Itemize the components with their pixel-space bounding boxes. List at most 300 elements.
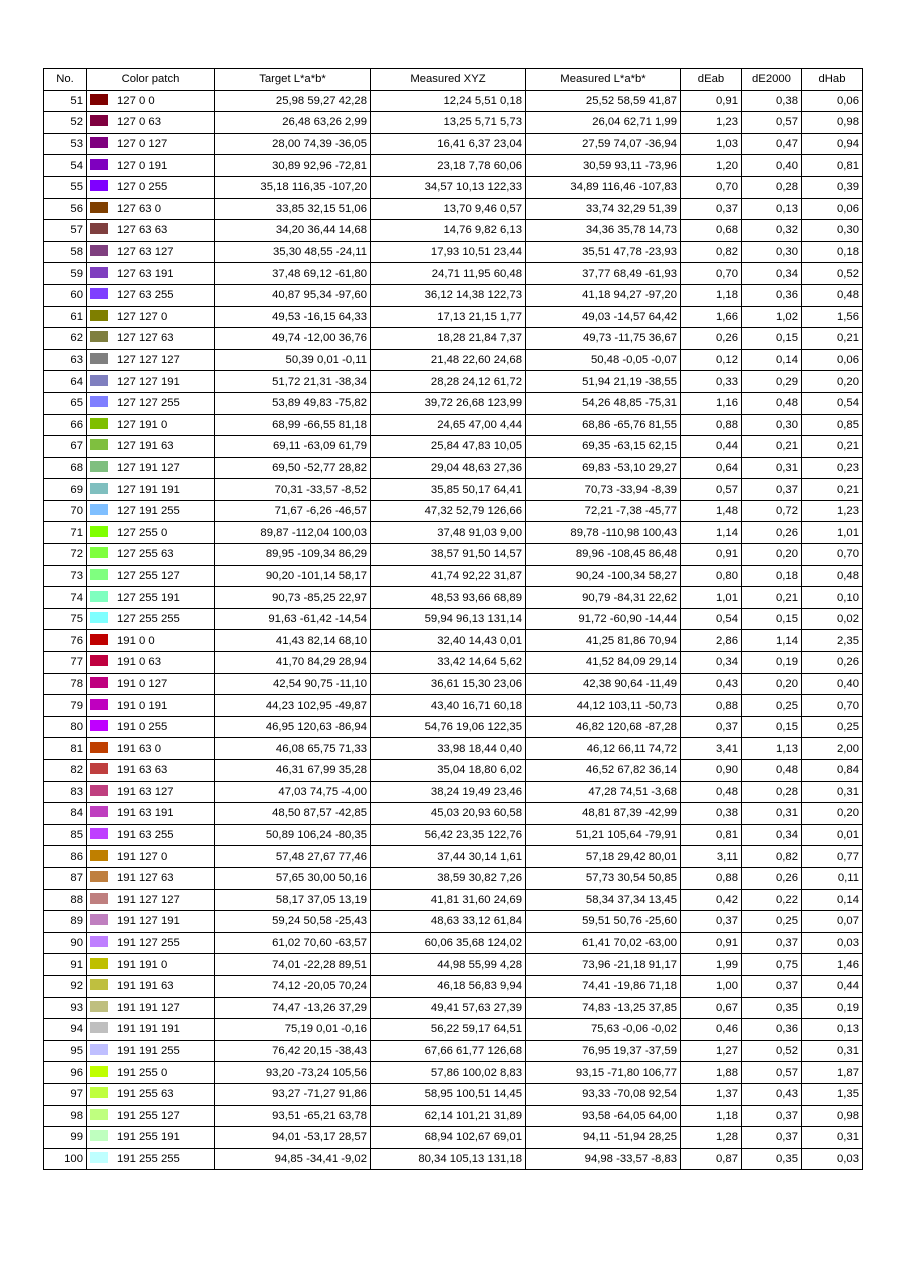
row-number: 71 [44,522,87,544]
target-lab: 91,63 -61,42 -14,54 [215,608,371,630]
measured-xyz: 44,98 55,99 4,28 [371,954,526,976]
de2000-value: 1,14 [742,630,802,652]
color-patch-cell [87,630,215,652]
de2000-value: 0,32 [742,220,802,242]
measured-lab: 70,73 -33,94 -8,39 [526,479,681,501]
measured-xyz: 13,25 5,71 5,73 [371,112,526,134]
deab-value: 0,37 [681,198,742,220]
measured-xyz: 25,84 47,83 10,05 [371,436,526,458]
dhab-value: 0,31 [802,1040,863,1062]
target-lab: 35,30 48,55 -24,11 [215,241,371,263]
dhab-value: 1,87 [802,1062,863,1084]
target-lab: 28,00 74,39 -36,05 [215,133,371,155]
color-patch-rgb: 191 63 255 [117,829,174,842]
measured-xyz: 54,76 19,06 122,35 [371,716,526,738]
target-lab: 53,89 49,83 -75,82 [215,392,371,414]
deab-value: 0,90 [681,760,742,782]
color-swatch [90,893,108,904]
color-swatch [90,591,108,602]
color-patch-rgb: 127 63 191 [117,267,174,280]
row-number: 59 [44,263,87,285]
row-number: 81 [44,738,87,760]
de2000-value: 0,52 [742,1040,802,1062]
de2000-value: 0,21 [742,436,802,458]
deab-value: 0,37 [681,716,742,738]
target-lab: 94,85 -34,41 -9,02 [215,1148,371,1170]
measured-lab: 72,21 -7,38 -45,77 [526,500,681,522]
dhab-value: 0,21 [802,479,863,501]
color-patch-cell [87,457,215,479]
color-patch-cell [87,328,215,350]
color-swatch [90,94,108,105]
color-patch-rgb: 127 0 63 [117,116,161,129]
dhab-value: 0,98 [802,1105,863,1127]
deab-value: 0,26 [681,328,742,350]
color-patch-rgb: 191 127 255 [117,937,180,950]
row-number: 86 [44,846,87,868]
color-patch-cell [87,889,215,911]
table-row [44,436,863,458]
table-row [44,241,863,263]
measured-lab: 76,95 19,37 -37,59 [526,1040,681,1062]
dhab-value: 0,25 [802,716,863,738]
deab-value: 0,64 [681,457,742,479]
target-lab: 49,74 -12,00 36,76 [215,328,371,350]
color-patch-rgb: 127 255 127 [117,569,180,582]
measured-xyz: 37,44 30,14 1,61 [371,846,526,868]
color-patch-rgb: 191 0 255 [117,721,168,734]
color-swatch [90,439,108,450]
measured-xyz: 56,42 23,35 122,76 [371,824,526,846]
measured-xyz: 33,98 18,44 0,40 [371,738,526,760]
measured-xyz: 32,40 14,43 0,01 [371,630,526,652]
target-lab: 94,01 -53,17 28,57 [215,1127,371,1149]
deab-value: 1,18 [681,284,742,306]
target-lab: 41,70 84,29 28,94 [215,652,371,674]
target-lab: 49,53 -16,15 64,33 [215,306,371,328]
color-swatch [90,1044,108,1055]
measured-xyz: 34,57 10,13 122,33 [371,176,526,198]
color-patch-cell [87,1019,215,1041]
target-lab: 59,24 50,58 -25,43 [215,911,371,933]
color-patch-cell [87,1105,215,1127]
color-swatch [90,1022,108,1033]
row-number: 89 [44,911,87,933]
target-lab: 93,20 -73,24 105,56 [215,1062,371,1084]
de2000-value: 0,48 [742,392,802,414]
measured-lab: 30,59 93,11 -73,96 [526,155,681,177]
dhab-value: 0,48 [802,284,863,306]
color-patch-rgb: 127 127 63 [117,332,174,345]
header-de2000: dE2000 [742,69,802,91]
color-patch-cell [87,392,215,414]
table-row [44,608,863,630]
measured-xyz: 49,41 57,63 27,39 [371,997,526,1019]
dhab-value: 0,39 [802,176,863,198]
deab-value: 0,38 [681,803,742,825]
de2000-value: 0,35 [742,997,802,1019]
de2000-value: 0,20 [742,544,802,566]
measured-lab: 69,83 -53,10 29,27 [526,457,681,479]
dhab-value: 0,70 [802,544,863,566]
color-patch-cell [87,1040,215,1062]
table-row [44,263,863,285]
dhab-value: 0,31 [802,1127,863,1149]
dhab-value: 0,01 [802,824,863,846]
de2000-value: 0,15 [742,608,802,630]
row-number: 91 [44,954,87,976]
color-patch-rgb: 191 0 0 [117,634,155,647]
row-number: 84 [44,803,87,825]
measured-lab: 48,81 87,39 -42,99 [526,803,681,825]
color-swatch [90,159,108,170]
dhab-value: 0,06 [802,90,863,112]
table-row [44,889,863,911]
dhab-value: 0,48 [802,565,863,587]
deab-value: 0,91 [681,90,742,112]
measured-xyz: 35,85 50,17 64,41 [371,479,526,501]
table-row [44,1127,863,1149]
table-row [44,220,863,242]
color-patch-cell [87,133,215,155]
table-row [44,695,863,717]
table-row [44,673,863,695]
color-patch-cell [87,846,215,868]
color-patch-cell [87,306,215,328]
measured-lab: 41,18 94,27 -97,20 [526,284,681,306]
color-swatch [90,375,108,386]
color-patch-rgb: 127 191 191 [117,483,180,496]
color-patch-cell [87,241,215,263]
dhab-value: 0,18 [802,241,863,263]
table-row [44,198,863,220]
dhab-value: 0,13 [802,1019,863,1041]
color-patch-cell [87,781,215,803]
row-number: 51 [44,90,87,112]
table-row [44,824,863,846]
row-number: 54 [44,155,87,177]
de2000-value: 0,38 [742,90,802,112]
dhab-value: 2,35 [802,630,863,652]
color-patch-rgb: 127 255 63 [117,548,174,561]
measured-xyz: 38,57 91,50 14,57 [371,544,526,566]
measured-lab: 46,82 120,68 -87,28 [526,716,681,738]
measured-xyz: 18,28 21,84 7,37 [371,328,526,350]
target-lab: 44,23 102,95 -49,87 [215,695,371,717]
deab-value: 0,67 [681,997,742,1019]
color-swatch [90,785,108,796]
measured-lab: 47,28 74,51 -3,68 [526,781,681,803]
color-patch-rgb: 127 0 255 [117,181,168,194]
target-lab: 74,01 -22,28 89,51 [215,954,371,976]
color-swatch [90,418,108,429]
target-lab: 46,31 67,99 35,28 [215,760,371,782]
color-patch-rgb: 191 191 0 [117,958,168,971]
measured-lab: 75,63 -0,06 -0,02 [526,1019,681,1041]
row-number: 97 [44,1083,87,1105]
dhab-value: 0,31 [802,781,863,803]
color-swatch [90,526,108,537]
table-row [44,716,863,738]
measured-xyz: 28,28 24,12 61,72 [371,371,526,393]
table-row [44,781,863,803]
de2000-value: 0,57 [742,112,802,134]
de2000-value: 0,15 [742,716,802,738]
target-lab: 71,67 -6,26 -46,57 [215,500,371,522]
deab-value: 0,57 [681,479,742,501]
color-patch-cell [87,1083,215,1105]
row-number: 65 [44,392,87,414]
header-target-lab: Target L*a*b* [215,69,371,91]
deab-value: 0,88 [681,867,742,889]
target-lab: 57,65 30,00 50,16 [215,867,371,889]
color-patch-rgb: 191 191 127 [117,1001,180,1014]
measured-xyz: 39,72 26,68 123,99 [371,392,526,414]
table-row [44,414,863,436]
row-number: 60 [44,284,87,306]
dhab-value: 2,00 [802,738,863,760]
color-patch-rgb: 191 0 127 [117,677,168,690]
deab-value: 1,28 [681,1127,742,1149]
measured-xyz: 67,66 61,77 126,68 [371,1040,526,1062]
deab-value: 1,14 [681,522,742,544]
color-patch-cell [87,587,215,609]
color-patch-rgb: 127 0 0 [117,94,155,107]
measured-lab: 93,33 -70,08 92,54 [526,1083,681,1105]
target-lab: 68,99 -66,55 81,18 [215,414,371,436]
deab-value: 0,12 [681,349,742,371]
color-swatch [90,742,108,753]
measured-lab: 90,79 -84,31 22,62 [526,587,681,609]
dhab-value: 1,01 [802,522,863,544]
table-row [44,112,863,134]
deab-value: 0,70 [681,263,742,285]
target-lab: 37,48 69,12 -61,80 [215,263,371,285]
row-number: 56 [44,198,87,220]
color-patch-rgb: 191 127 0 [117,850,168,863]
deab-value: 0,44 [681,436,742,458]
measured-xyz: 37,48 91,03 9,00 [371,522,526,544]
measured-lab: 93,15 -71,80 106,77 [526,1062,681,1084]
de2000-value: 0,40 [742,155,802,177]
row-number: 66 [44,414,87,436]
measured-lab: 89,78 -110,98 100,43 [526,522,681,544]
color-swatch [90,1109,108,1120]
row-number: 63 [44,349,87,371]
target-lab: 89,87 -112,04 100,03 [215,522,371,544]
color-swatch [90,1152,108,1163]
color-patch-rgb: 191 191 63 [117,980,174,993]
color-patch-cell [87,824,215,846]
measured-lab: 25,52 58,59 41,87 [526,90,681,112]
color-swatch [90,850,108,861]
table-row [44,867,863,889]
color-patch-cell [87,544,215,566]
de2000-value: 0,13 [742,198,802,220]
de2000-value: 0,25 [742,911,802,933]
deab-value: 1,01 [681,587,742,609]
deab-value: 0,34 [681,652,742,674]
deab-value: 0,46 [681,1019,742,1041]
color-patch-rgb: 191 255 191 [117,1131,180,1144]
color-swatch [90,612,108,623]
row-number: 98 [44,1105,87,1127]
color-patch-cell [87,932,215,954]
measured-xyz: 17,13 21,15 1,77 [371,306,526,328]
row-number: 90 [44,932,87,954]
measured-lab: 34,36 35,78 14,73 [526,220,681,242]
de2000-value: 0,20 [742,673,802,695]
color-patch-rgb: 127 255 255 [117,613,180,626]
dhab-value: 0,26 [802,652,863,674]
table-row [44,284,863,306]
row-number: 70 [44,500,87,522]
deab-value: 3,41 [681,738,742,760]
table-row [44,565,863,587]
color-patch-cell [87,673,215,695]
de2000-value: 1,02 [742,306,802,328]
dhab-value: 0,85 [802,414,863,436]
color-patch-cell [87,198,215,220]
table-row [44,176,863,198]
color-swatch [90,1130,108,1141]
color-patch-cell [87,652,215,674]
color-patch-rgb: 191 63 63 [117,764,168,777]
de2000-value: 0,75 [742,954,802,976]
measured-xyz: 16,41 6,37 23,04 [371,133,526,155]
color-patch-cell [87,479,215,501]
measured-lab: 44,12 103,11 -50,73 [526,695,681,717]
de2000-value: 0,37 [742,932,802,954]
dhab-value: 0,40 [802,673,863,695]
de2000-value: 0,37 [742,975,802,997]
color-patch-rgb: 127 191 63 [117,440,174,453]
table-row [44,1148,863,1170]
de2000-value: 1,13 [742,738,802,760]
de2000-value: 0,21 [742,587,802,609]
measured-lab: 54,26 48,85 -75,31 [526,392,681,414]
measured-xyz: 35,04 18,80 6,02 [371,760,526,782]
color-swatch [90,288,108,299]
de2000-value: 0,28 [742,781,802,803]
table-row [44,155,863,177]
measured-xyz: 38,24 19,49 23,46 [371,781,526,803]
de2000-value: 0,29 [742,371,802,393]
color-swatch [90,914,108,925]
measured-lab: 51,94 21,19 -38,55 [526,371,681,393]
measured-xyz: 17,93 10,51 23,44 [371,241,526,263]
row-number: 53 [44,133,87,155]
dhab-value: 0,23 [802,457,863,479]
de2000-value: 0,34 [742,263,802,285]
target-lab: 33,85 32,15 51,06 [215,198,371,220]
measured-lab: 73,96 -21,18 91,17 [526,954,681,976]
color-patch-cell [87,436,215,458]
de2000-value: 0,57 [742,1062,802,1084]
color-patch-cell [87,112,215,134]
measured-xyz: 62,14 101,21 31,89 [371,1105,526,1127]
color-swatch [90,353,108,364]
dhab-value: 0,11 [802,867,863,889]
header-deab: dEab [681,69,742,91]
color-swatch [90,202,108,213]
color-swatch [90,1087,108,1098]
color-patch-cell [87,176,215,198]
dhab-value: 0,84 [802,760,863,782]
color-patch-cell [87,263,215,285]
target-lab: 50,39 0,01 -0,11 [215,349,371,371]
row-number: 80 [44,716,87,738]
row-number: 96 [44,1062,87,1084]
target-lab: 47,03 74,75 -4,00 [215,781,371,803]
row-number: 69 [44,479,87,501]
measured-xyz: 60,06 35,68 124,02 [371,932,526,954]
color-patch-cell [87,954,215,976]
color-swatch [90,1066,108,1077]
deab-value: 2,86 [681,630,742,652]
table-row [44,1105,863,1127]
color-patch-rgb: 191 0 191 [117,699,168,712]
table-row [44,349,863,371]
table-row [44,522,863,544]
deab-value: 1,03 [681,133,742,155]
color-swatch [90,547,108,558]
table-row [44,630,863,652]
target-lab: 74,12 -20,05 70,24 [215,975,371,997]
row-number: 82 [44,760,87,782]
de2000-value: 0,14 [742,349,802,371]
measured-xyz: 68,94 102,67 69,01 [371,1127,526,1149]
measured-lab: 37,77 68,49 -61,93 [526,263,681,285]
measured-xyz: 13,70 9,46 0,57 [371,198,526,220]
de2000-value: 0,25 [742,695,802,717]
color-patch-rgb: 127 127 127 [117,354,180,367]
color-patch-rgb: 127 63 127 [117,246,174,259]
row-number: 93 [44,997,87,1019]
color-patch-rgb: 127 63 63 [117,224,168,237]
dhab-value: 0,44 [802,975,863,997]
measured-lab: 93,58 -64,05 64,00 [526,1105,681,1127]
target-lab: 46,08 65,75 71,33 [215,738,371,760]
color-patch-cell [87,738,215,760]
table-row [44,479,863,501]
measured-lab: 35,51 47,78 -23,93 [526,241,681,263]
color-patch-cell [87,1148,215,1170]
target-lab: 30,89 92,96 -72,81 [215,155,371,177]
table-row [44,306,863,328]
target-lab: 61,02 70,60 -63,57 [215,932,371,954]
deab-value: 0,81 [681,824,742,846]
deab-value: 0,88 [681,414,742,436]
deab-value: 0,80 [681,565,742,587]
color-swatch [90,699,108,710]
color-swatch [90,1001,108,1012]
color-swatch [90,569,108,580]
target-lab: 76,42 20,15 -38,43 [215,1040,371,1062]
target-lab: 51,72 21,31 -38,34 [215,371,371,393]
color-swatch [90,677,108,688]
row-number: 77 [44,652,87,674]
dhab-value: 0,06 [802,349,863,371]
target-lab: 90,20 -101,14 58,17 [215,565,371,587]
measured-lab: 59,51 50,76 -25,60 [526,911,681,933]
measured-lab: 68,86 -65,76 81,55 [526,414,681,436]
dhab-value: 0,54 [802,392,863,414]
measured-xyz: 36,61 15,30 23,06 [371,673,526,695]
de2000-value: 0,30 [742,414,802,436]
measured-xyz: 43,40 16,71 60,18 [371,695,526,717]
measured-xyz: 12,24 5,51 0,18 [371,90,526,112]
